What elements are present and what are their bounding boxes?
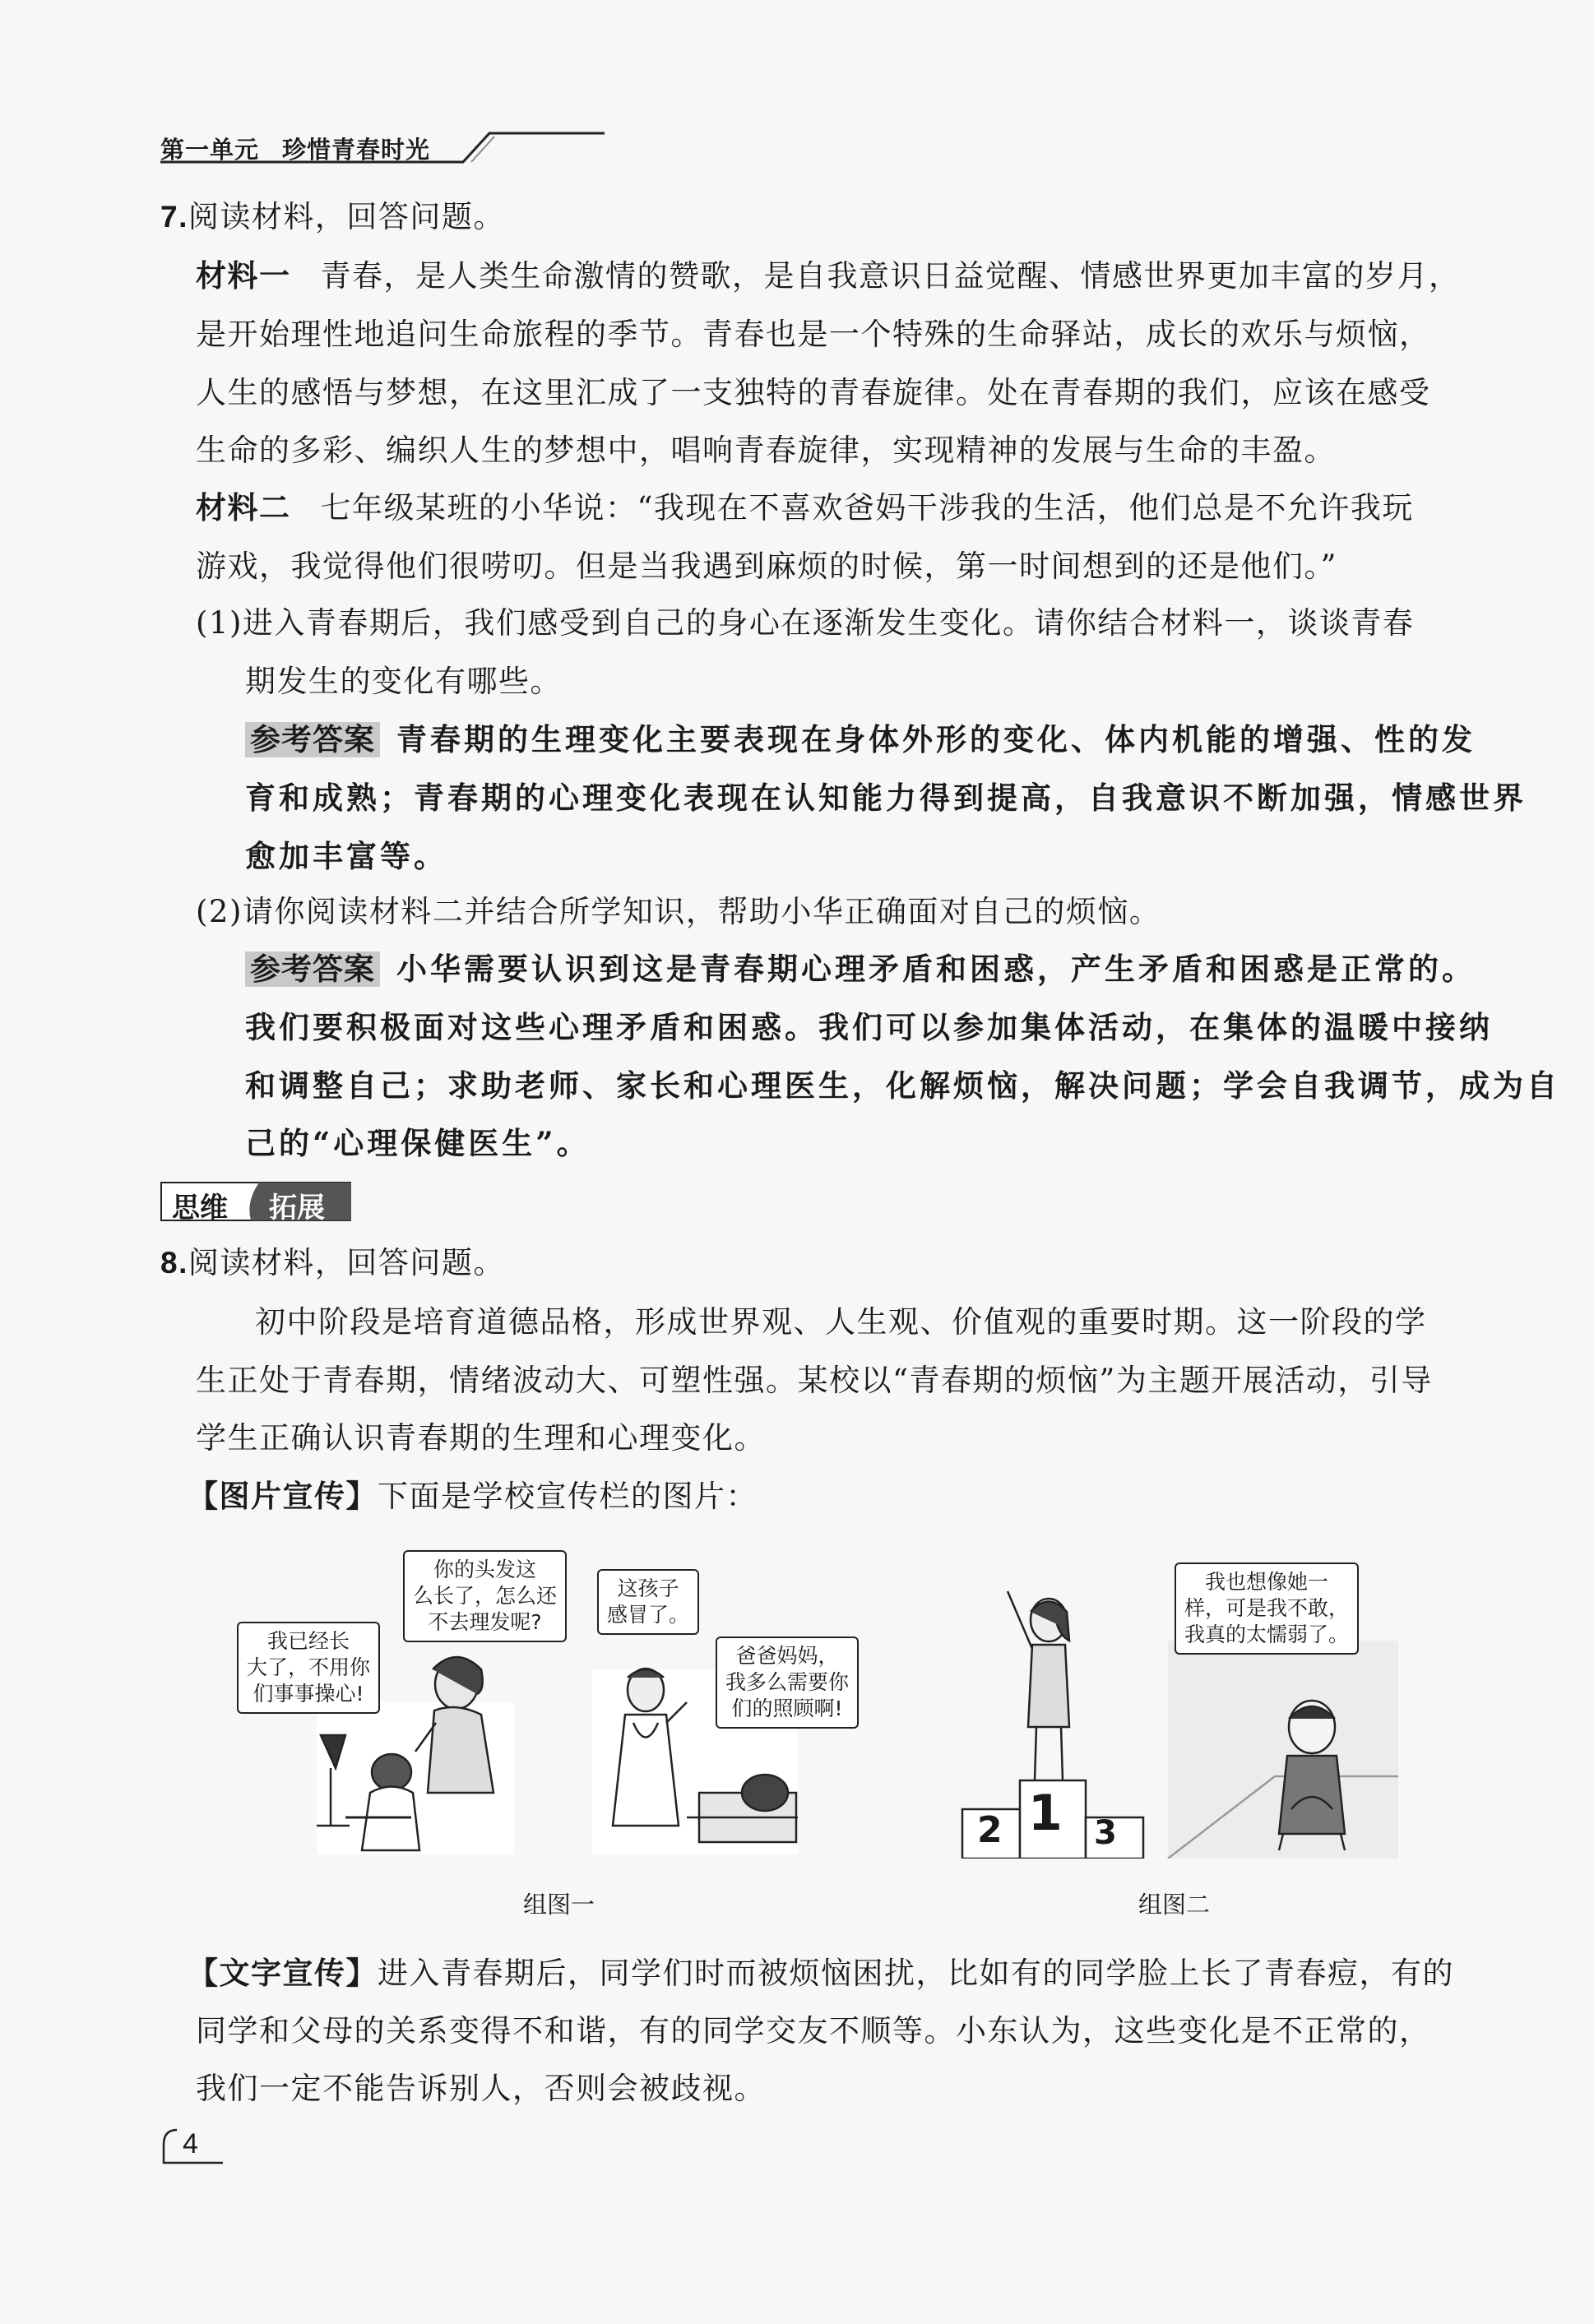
sad-boy-panel: [1168, 1641, 1398, 1859]
unit-title: 珍惜青春时光: [282, 136, 431, 164]
material1-line: 是开始理性地追问生命旅程的季节。青春也是一个特殊的生命驿站，成长的欢乐与烦恼，: [196, 317, 1431, 352]
material2-line: 游戏，我觉得他们很唠叨。但是当我遇到麻烦的时候，第一时间想到的还是他们。”: [196, 549, 1337, 584]
speech-bubble: 你的头发这 么长了，怎么还 不去理发呢?: [403, 1550, 567, 1642]
answer-label: 参考答案: [245, 951, 380, 987]
answer2-line: 我们要积极面对这些心理矛盾和困惑。我们可以参加集体活动，在集体的温暖中接纳: [245, 1009, 1493, 1045]
q8-prompt: 8.阅读材料，回答问题。: [160, 1245, 505, 1280]
subquestion-2: (2)请你阅读材料二并结合所学知识，帮助小华正确面对自己的烦恼。: [196, 894, 1161, 929]
header-rule: [160, 132, 605, 164]
speech-bubble: 我已经长 大了，不用你 们事事操心!: [237, 1622, 380, 1714]
picture-promo-line: 【图片宣传】下面是学校宣传栏的图片：: [188, 1479, 758, 1514]
podium-number-2: 2: [977, 1809, 1003, 1851]
answer-label: 参考答案: [245, 722, 380, 757]
podium-number-1: 1: [1028, 1785, 1063, 1842]
text-promo-line: 我们一定不能告诉别人，否则会被歧视。: [196, 2071, 766, 2106]
material1-line: 材料一 青春，是人类生命激情的赞歌，是自我意识日益觉醒、情感世界更加丰富的岁月，: [196, 258, 1461, 294]
unit-label: 第一单元: [160, 136, 260, 164]
q8-intro-line: 初中阶段是培育道德品格，形成世界观、人生观、价值观的重要时期。这一阶段的学: [255, 1304, 1427, 1340]
text-promo-line: 同学和父母的关系变得不和谐，有的同学交友不顺等。小东认为，这些变化是不正常的，: [196, 2013, 1431, 2049]
subquestion-1: 期发生的变化有哪些。: [245, 664, 562, 699]
section-banner: [160, 1181, 354, 1222]
q7-prompt: 7.阅读材料，回答问题。: [160, 199, 505, 234]
speech-bubble: 我也想像她一 样，可是我不敢， 我真的太懦弱了。: [1175, 1562, 1359, 1655]
caption-group-1: 组图一: [523, 1891, 595, 1919]
text-promo-line: 【文字宣传】进入青春期后，同学们时而被烦恼困扰，比如有的同学脸上长了青春痘，有的: [188, 1956, 1454, 1991]
material1-line: 人生的感悟与梦想，在这里汇成了一支独特的青春旋律。处在青春期的我们，应该在感受: [196, 375, 1431, 410]
page-header: [160, 132, 605, 164]
page-number: 4: [183, 2128, 198, 2160]
answer1-line: 育和成熟；青春期的心理变化表现在认知能力得到提高，自我意识不断加强，情感世界: [245, 780, 1527, 816]
picture-promo-label: 【图片宣传】: [188, 1479, 378, 1514]
answer2-line: 和调整自己；求助老师、家长和心理医生，化解烦恼，解决问题；学会自我调节，成为自: [245, 1067, 1560, 1104]
material2-line: 材料二 七年级某班的小华说：“我现在不喜欢爸妈干涉我的生活，他们总是不允许我玩: [196, 490, 1414, 525]
speech-bubble: 这孩子 感冒了。: [597, 1569, 699, 1635]
material2-label: 材料二: [196, 490, 291, 525]
text-promo-label: 【文字宣传】: [188, 1956, 378, 1991]
material1-label: 材料一: [196, 258, 291, 294]
q7-number: 7.: [160, 200, 188, 234]
podium-number-3: 3: [1094, 1814, 1117, 1852]
caption-group-2: 组图二: [1138, 1891, 1211, 1919]
answer2-line: 参考答案 小华需要认识到这是青春期心理矛盾和困惑，产生矛盾和困惑是正常的。: [245, 949, 1476, 989]
q8-number: 8.: [160, 1246, 188, 1280]
answer1-line: 愈加丰富等。: [245, 838, 447, 874]
answer2-line: 己的“心理保健医生”。: [245, 1125, 591, 1161]
section-title-part1: 思维: [172, 1192, 228, 1224]
q8-intro-line: 生正处于青春期，情绪波动大、可塑性强。某校以“青春期的烦恼”为主题开展活动，引导: [196, 1363, 1433, 1398]
q8-intro-line: 学生正确认识青春期的生理和心理变化。: [196, 1420, 766, 1456]
material1-line: 生命的多彩、编织人生的梦想中，唱响青春旋律，实现精神的发展与生命的丰盈。: [196, 433, 1336, 468]
subquestion-1: (1)进入青春期后，我们感受到自己的身心在逐渐发生变化。请你结合材料一，谈谈青春: [196, 605, 1415, 641]
section-title-part2: 拓展: [269, 1192, 325, 1224]
speech-bubble: 爸爸妈妈， 我多么需要你 们的照顾啊!: [716, 1637, 859, 1729]
answer1-line: 参考答案 青春期的生理变化主要表现在身体外形的变化、体内机能的增强、性的发: [245, 720, 1476, 760]
